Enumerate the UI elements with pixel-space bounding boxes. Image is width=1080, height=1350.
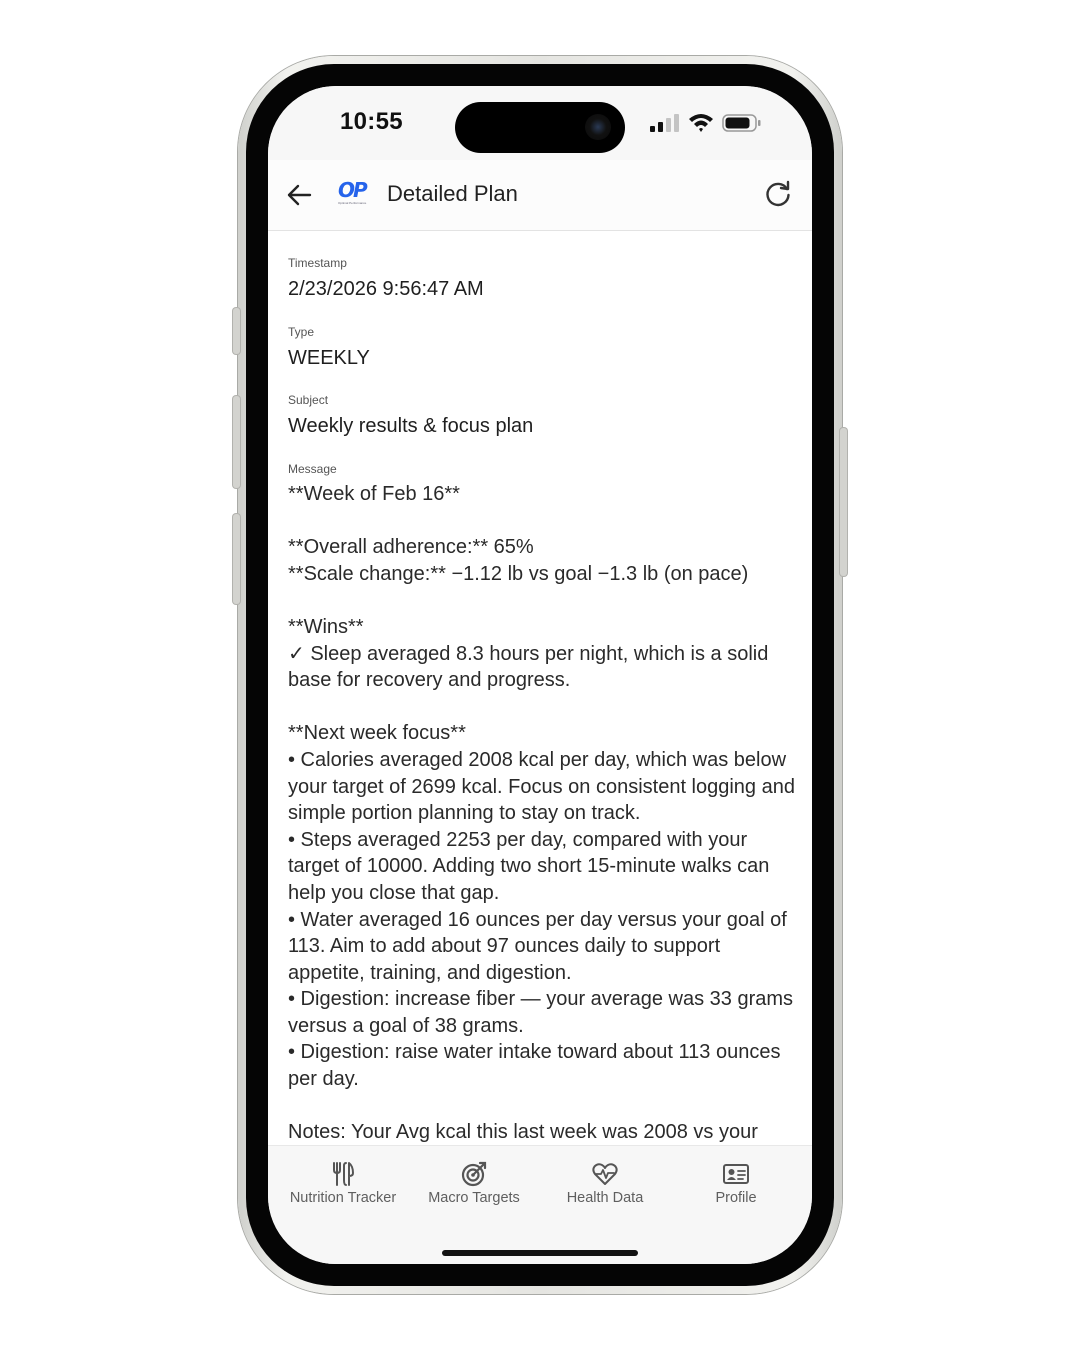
target-icon [460, 1160, 488, 1188]
type-label: Type [288, 325, 315, 339]
plan-detail-content[interactable] [268, 231, 812, 1145]
nav-item-macro-targets[interactable] [406, 1146, 542, 1216]
fork-knife-icon [329, 1160, 357, 1188]
message-label: Message [288, 462, 337, 476]
subject-value: Weekly results & focus plan [288, 415, 534, 437]
page-title: Detailed Plan [387, 181, 518, 206]
home-indicator[interactable] [442, 1250, 638, 1256]
app-header [268, 160, 812, 231]
id-card-icon [722, 1160, 750, 1188]
timestamp-label: Timestamp [288, 256, 347, 270]
type-value: WEEKLY [288, 347, 370, 369]
refresh-icon[interactable] [762, 178, 794, 210]
volume-up-button [233, 396, 240, 488]
subject-field [288, 393, 533, 438]
bottom-navigation [268, 1145, 812, 1264]
back-arrow-icon[interactable] [284, 180, 314, 210]
nav-item-nutrition-tracker[interactable] [275, 1146, 411, 1216]
status-time: 10:55 [340, 108, 403, 135]
subject-label: Subject [288, 393, 329, 407]
message-field [288, 462, 337, 476]
phone-screen [268, 86, 812, 1264]
logo-subtext: Optimal Performance [338, 201, 367, 205]
heart-pulse-icon [591, 1160, 619, 1188]
battery-icon [722, 114, 762, 132]
cellular-signal-icon [650, 114, 680, 132]
action-button [233, 308, 240, 354]
dynamic-island [455, 102, 625, 153]
nav-label-health-data: Health Data [566, 1190, 644, 1206]
nav-label-profile: Profile [715, 1190, 757, 1206]
timestamp-value: 2/23/2026 9:56:47 AM [288, 278, 484, 300]
status-bar [268, 86, 812, 160]
type-field [288, 325, 370, 370]
message-body: **Week of Feb 16** **Overall adherence:** 65% **Scale change:** −1.12 lb vs goal −1.3 lb (on pace) **Wins** ✓ Sleep averaged 8.3 hours per night, which is a solid base for recovery and progress. **Next week focus** • Calories averaged 2008 kcal per day, which was below your target of 2699 kcal. Focus on consistent logging and simple portion planning to stay on track. • Steps averaged 2253 per day, compared with your target of 10000. Adding two short 15-minute walks can help you close that gap. • Water averaged 16 ounces per day versus your goal of 113. Aim to add about 97 ounces daily to support appetite, training, and digestion. • Digestion: increase fiber — your average was 33 grams versus a goal of 38 grams. • Digestion: raise water intake toward about 113 ounces per day. Notes: Your Avg kcal this last week was 2008 vs your [288, 483, 795, 1144]
logo-mark: OP [338, 178, 366, 202]
nav-label-nutrition-tracker: Nutrition Tracker [289, 1190, 397, 1206]
wifi-icon [688, 112, 714, 134]
nav-item-health-data[interactable] [537, 1146, 673, 1216]
volume-down-button [233, 514, 240, 604]
camera-icon [585, 114, 611, 140]
nav-label-macro-targets: Macro Targets [428, 1190, 520, 1206]
power-button [840, 428, 847, 576]
nav-item-profile[interactable] [668, 1146, 804, 1216]
app-logo [338, 180, 378, 210]
timestamp-field [288, 256, 484, 301]
